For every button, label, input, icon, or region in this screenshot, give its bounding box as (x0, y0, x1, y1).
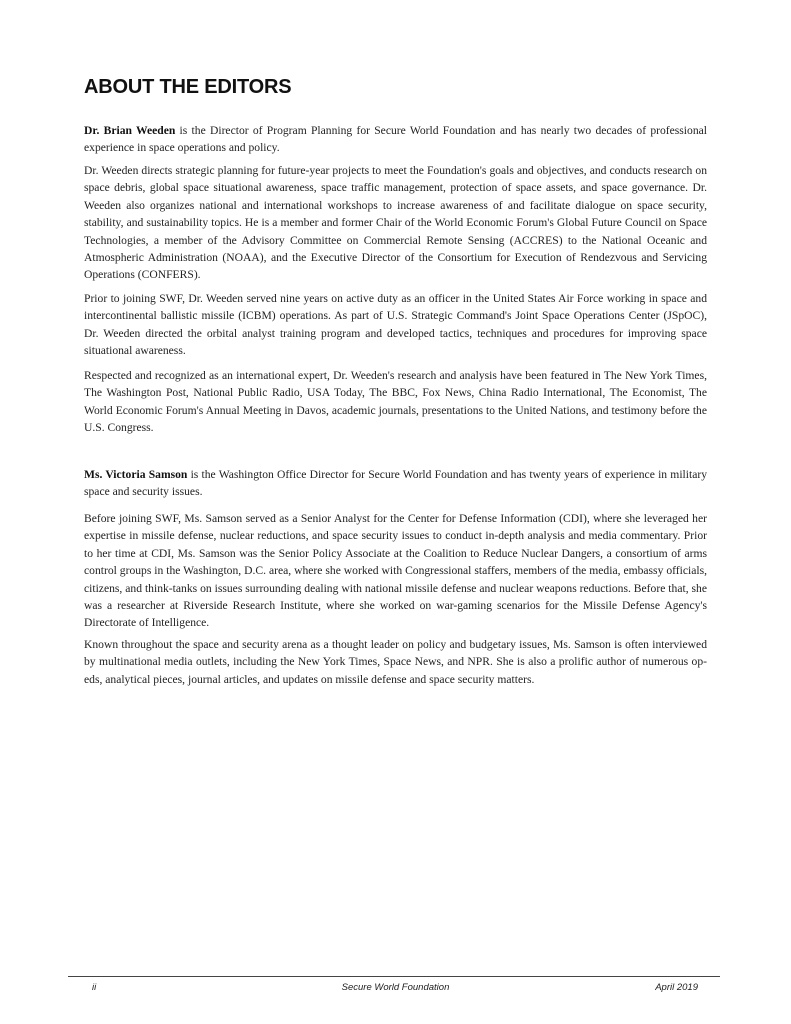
footer-page-number: ii (92, 982, 97, 993)
footer-date: April 2019 (655, 982, 698, 993)
editor-1-intro-text: is the Director of Program Planning for Secure World Foundation and has nearly two decades of professional experience in space operations and policy. (84, 124, 707, 155)
editor-2-name: Ms. Victoria Samson (84, 468, 188, 481)
editor-1-paragraph-3: Prior to joining SWF, Dr. Weeden served nine years on active duty as an officer in the United States Air Force working in space and intercontinental ballistic missile (ICBM) operations. As part of U.S. Strategic Command's Joint Space Operations Center (JSpOC), Dr. Weeden directed the orbital analyst training program and developed tactics, techniques and procedures for improving space situational awareness. (84, 292, 707, 358)
editor-2-intro (84, 466, 707, 501)
footer-organization: Secure World Foundation (341, 982, 450, 993)
editor-1-paragraph-4: Respected and recognized as an international expert, Dr. Weeden's research and analysis have been featured in The New York Times, The Washington Post, National Public Radio, USA Today, The BBC, Fox News, China Radio International, The Economist, The World Economic Forum's Annual Meeting in Davos, academic journals, presentations to the United Nations, and testimony before the U.S. Congress. (84, 369, 707, 435)
editor-2-paragraph-2: Before joining SWF, Ms. Samson served as a Senior Analyst for the Center for Defense Information (CDI), where she leveraged her expertise in missile defense, nuclear reductions, and space security issues to conduct in-depth analysis and media commentary. Prior to her time at CDI, Ms. Samson was the Senior Policy Associate at the Coalition to Reduce Nuclear Dangers, a consortium of arms control groups in the Washington, D.C. area, where she worked with Congressional staffers, members of the media, embassy officials, citizens, and think-tanks on issues surrounding dealing with national missile defense and nuclear weapons reductions. Before that, she was a researcher at Riverside Research Institute, where she worked on war-gaming scenarios for the Missile Defense Agency's Directorate of Intelligence. (84, 512, 707, 630)
editor-2-paragraph-3: Known throughout the space and security arena as a thought leader on policy and budgetary issues, Ms. Samson is often interviewed by multinational media outlets, including the New York Times, Space News, and NPR. She is also a prolific author of numerous op-eds, analytical pieces, journal articles, and updates on missile defense and space security matters. (84, 638, 707, 686)
page-title: ABOUT THE EDITORS (84, 76, 292, 98)
editor-1-paragraph-2: Dr. Weeden directs strategic planning for future-year projects to meet the Foundation's goals and objectives, and conducts research on space debris, global space situational awareness, space traffic management, protection of space assets, and space governance. Dr. Weeden also organizes national and international workshops to increase awareness of and facilitate dialogue on space security, stability, and sustainability topics. He is a member and former Chair of the World Economic Forum's Global Future Council on Space Technologies, a member of the Advisory Committee on Commercial Remote Sensing (ACCRES) to the National Oceanic and Atmospheric Administration (NOAA), and the Executive Director of the Consortium for Execution of Rendezvous and Servicing Operations (CONFERS). (84, 164, 707, 282)
editor-1-intro (84, 122, 707, 157)
footer-divider (68, 976, 720, 977)
editor-2-intro-text: is the Washington Office Director for Secure World Foundation and has twenty years of experience in military space and security issues. (84, 468, 708, 499)
editor-1-name: Dr. Brian Weeden (84, 124, 176, 137)
